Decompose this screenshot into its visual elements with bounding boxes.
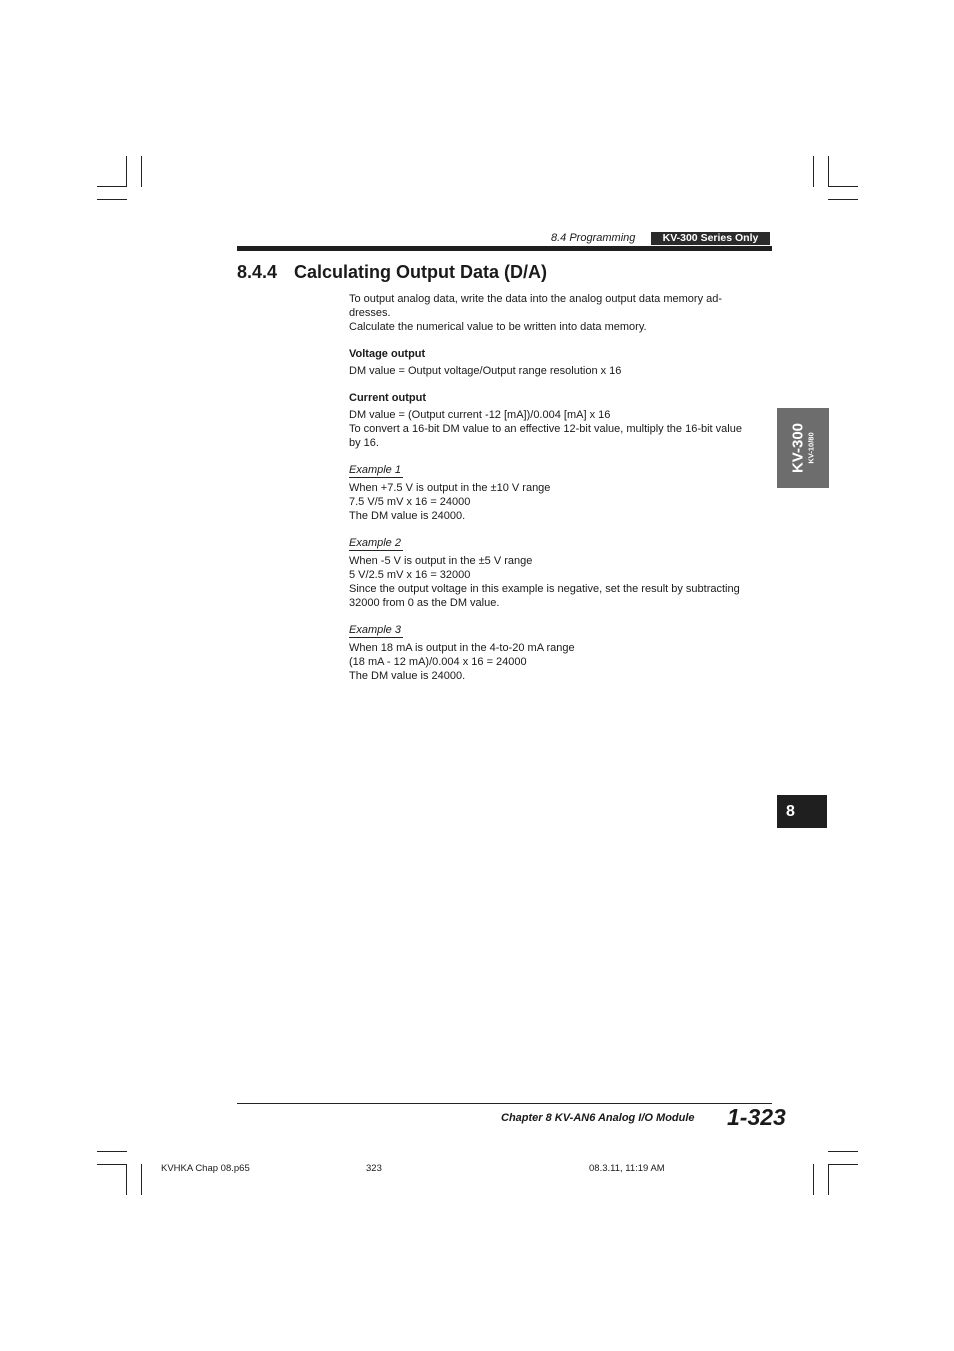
- example-2-line: 5 V/2.5 mV x 16 = 32000: [349, 569, 471, 581]
- footer-chapter-title: Chapter 8 KV-AN6 Analog I/O Module: [501, 1112, 695, 1124]
- section-number: 8.4.4: [237, 262, 278, 282]
- header-rule: [237, 246, 772, 251]
- slug-file: KVHKA Chap 08.p65: [161, 1163, 250, 1174]
- example-1-line: The DM value is 24000.: [349, 510, 466, 522]
- voltage-formula: DM value = Output voltage/Output range resolution x 16: [349, 365, 622, 377]
- thumb-tab-main: KV-300: [789, 422, 807, 474]
- intro-line: Calculate the numerical value to be written into data memory.: [349, 321, 647, 333]
- intro-line: To output analog data, write the data into the analog output data memory ad-: [349, 293, 723, 305]
- thumb-tab-sub: KV-10/80: [806, 432, 816, 464]
- slug-timestamp: 08.3.11, 11:19 AM: [589, 1163, 665, 1174]
- current-line: To convert a 16-bit DM value to an effective 12-bit value, multiply the 16-bit value: [349, 423, 742, 435]
- example-2-title: Example 2: [349, 537, 401, 549]
- chapter-thumb-tab: 8: [777, 795, 827, 828]
- body-content: [349, 292, 769, 683]
- voltage-heading: Voltage output: [349, 348, 426, 360]
- kv300-thumb-tab: [777, 408, 829, 488]
- current-heading: Current output: [349, 392, 426, 404]
- example-2-line: 32000 from 0 as the DM value.: [349, 597, 500, 609]
- example-1-line: When +7.5 V is output in the ±10 V range: [349, 482, 551, 494]
- slug-page: 323: [366, 1163, 382, 1174]
- current-line: DM value = (Output current -12 [mA])/0.004 [mA] x 16: [349, 409, 611, 421]
- example-2-line: When -5 V is output in the ±5 V range: [349, 555, 533, 567]
- page-number: 1-323: [727, 1104, 786, 1130]
- series-badge: KV-300 Series Only: [651, 232, 770, 245]
- running-header-section: 8.4 Programming: [551, 232, 636, 244]
- example-1-title: Example 1: [349, 464, 401, 476]
- intro-line: dresses.: [349, 307, 391, 319]
- section-heading: [237, 262, 547, 283]
- example-2-line: Since the output voltage in this example is negative, set the result by subtracting: [349, 583, 740, 595]
- example-1-line: 7.5 V/5 mV x 16 = 24000: [349, 496, 471, 508]
- footer-rule: [237, 1103, 772, 1104]
- example-3-line: (18 mA - 12 mA)/0.004 x 16 = 24000: [349, 656, 527, 668]
- section-title: Calculating Output Data (D/A): [294, 262, 547, 282]
- example-3-title: Example 3: [349, 624, 401, 636]
- example-3-line: When 18 mA is output in the 4-to-20 mA range: [349, 642, 575, 654]
- example-3-line: The DM value is 24000.: [349, 670, 466, 682]
- current-line: by 16.: [349, 437, 379, 449]
